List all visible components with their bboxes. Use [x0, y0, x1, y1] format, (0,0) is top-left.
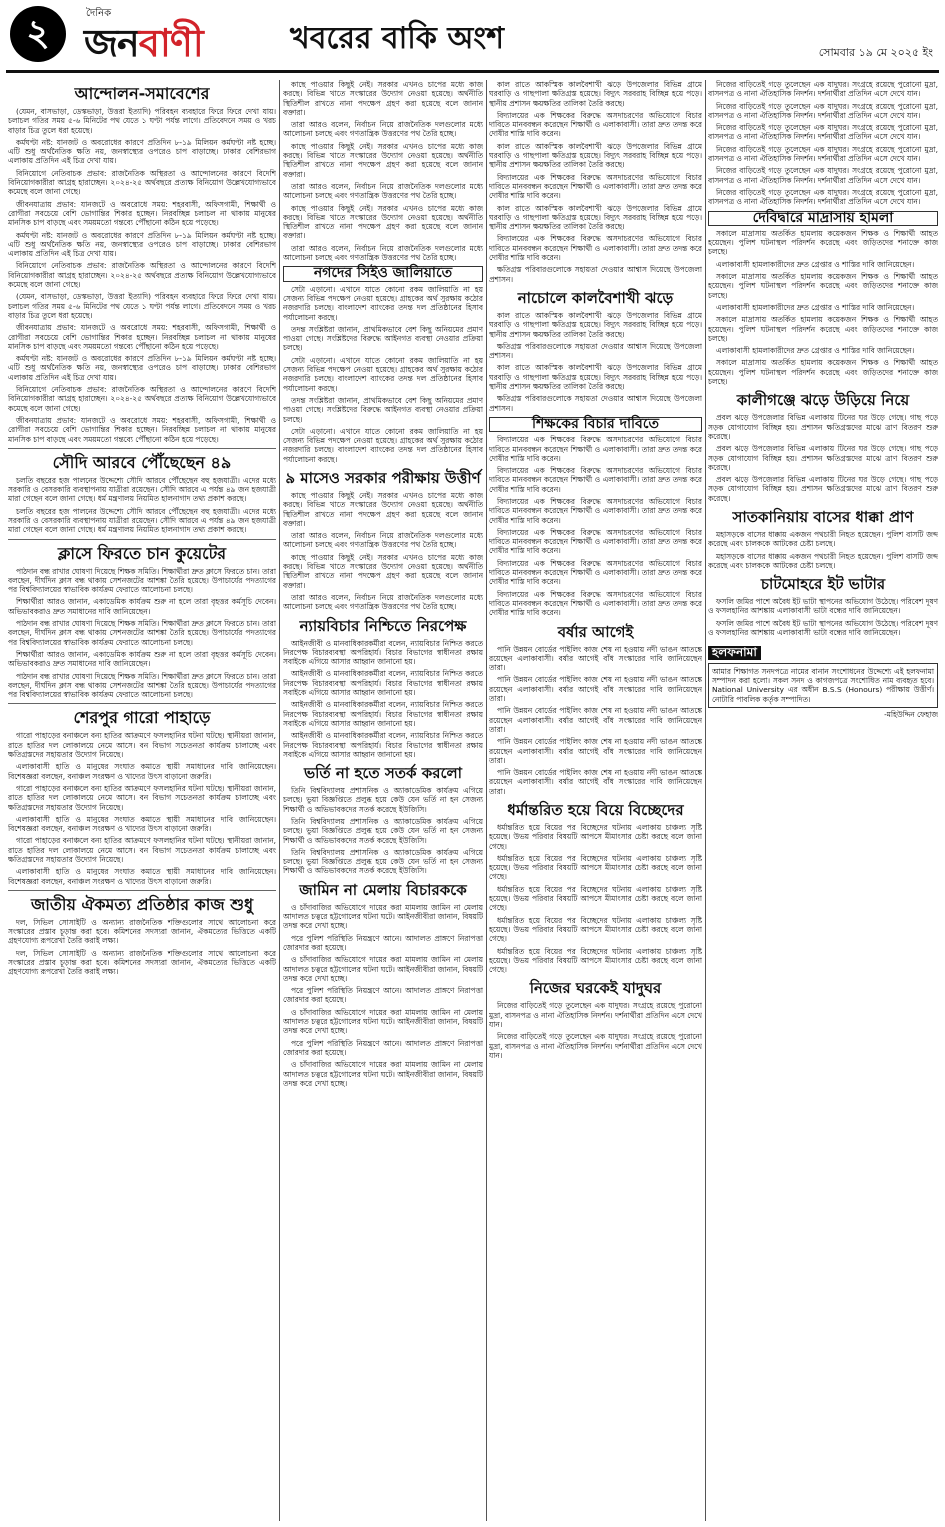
article-text: (যেমন, বাসভাড়া, ডেস্কভাড়া, উত্তরা ইত্যাদি) পরিবহন ব্যবহারে ফিরে ফিরে দেখা যায়। চলাচল গতির সময় ৫-৬ মিনিটের পথ যেতে ১ ঘণ্টা পর্যন্ত লাগে। প্রতিবেদনে সময় ও খরচ বাড়ার চিত্র তুলে ধরা হয়েছে। [8, 292, 276, 320]
logo-part-1: জন [84, 21, 139, 65]
article-text: তারা আরও বলেন, নির্বাচন নিয়ে রাজনৈতিক দলগুলোর মধ্যে আলোচনা চলছে এবং গণতান্ত্রিক উত্তরণের পথ তৈরি হচ্ছে। [283, 181, 483, 201]
article-text: গারো পাহাড়ের বনাঞ্চলে বন্য হাতির আক্রমণে ফসলহানির ঘটনা ঘটছে। স্থানীয়রা জানান, রাতে হাতির দল লোকালয়ে নেমে আসে। বন বিভাগ সচেতনতা কার্যক্রম চালাচ্ছে এবং ক্ষতিগ্রস্তদের সহায়তার উদ্যোগ নিয়েছে। [8, 836, 276, 864]
article-text: ফসলি জমির পাশে অবৈধ ইট ভাটা স্থাপনের অভিযোগ উঠেছে। পরিবেশ দূষণ ও ফসলহানির আশঙ্কায় এলাকাবাসী ভাটা বন্ধের দাবি জানিয়েছেন। [708, 597, 938, 616]
article-text: বিদ্যালয়ের এক শিক্ষকের বিরুদ্ধে অসদাচরণের অভিযোগে বিচার দাবিতে মানববন্ধন করেছেন শিক্ষার্থী ও এলাকাবাসী। তারা দ্রুত তদন্ত করে দোষীর শাস্তি দাবি করেন। [489, 172, 702, 201]
headline-satkania[interactable]: সাতকানিয়ায় বাসের ধাক্কা প্রাণ [732, 507, 914, 526]
article-text: (যেমন, বাসভাড়া, ডেস্কভাড়া, উত্তরা ইত্যাদি) পরিবহন ব্যবহারে ফিরে ফিরে দেখা যায়। চলাচল গতির সময় ৫-৬ মিনিটের পথ যেতে ১ ঘণ্টা পর্যন্ত লাগে। প্রতিবেদনে সময় ও খরচ বাড়ার চিত্র তুলে ধরা হয়েছে। [8, 107, 276, 135]
headline-religion[interactable]: ধর্মান্তরিত হয়ে বিয়ে বিচ্ছেদের [507, 801, 684, 819]
headline-kaliganj[interactable]: কালীগঞ্জে ঝড়ে উড়িয়ে নিয়ে [736, 391, 910, 410]
headline-bail[interactable]: জামিন না মেলায় বিচারককে [299, 880, 467, 899]
headline-rain[interactable]: বর্ষার আগেই [557, 622, 634, 641]
article-text: নিজের বাড়িতেই গড়ে তুলেছেন এক যাদুঘর। সংগ্রহে রয়েছে পুরোনো মুদ্রা, বাসনপত্র ও নানা ঐতিহাসিক নিদর্শন। দর্শনার্থীরা প্রতিদিন এসে দেখে যান। [708, 187, 938, 207]
article-text: সকালে মাদ্রাসায় অতর্কিত হামলায় কয়েকজন শিক্ষক ও শিক্ষার্থী আহত হয়েছেন। পুলিশ ঘটনাস্থল পরিদর্শন করেছে এবং জড়িতদের শনাক্তে কাজ চলছে। [708, 315, 938, 343]
article-text: সকালে মাদ্রাসায় অতর্কিত হামলায় কয়েকজন শিক্ষক ও শিক্ষার্থী আহত হয়েছেন। পুলিশ ঘটনাস্থল পরিদর্শন করেছে এবং জড়িতদের শনাক্তে কাজ চলছে। [708, 358, 938, 387]
article-text: চলতি বছরের হজ পালনের উদ্দেশ্যে সৌদি আরবে পৌঁছেছেন বহু হজযাত্রী। এদের মধ্যে সরকারি ও বেসরকারি ব্যবস্থাপনায় যাত্রীরা রয়েছেন। সৌদি আরবে এ পর্যন্ত ৪৯ জন হজযাত্রী মারা গেছেন বলে জানা গেছে। ধর্ম মন্ত্রণালয় নিয়মিত হালনাগাদ তথ্য প্রকাশ করছে। [8, 475, 276, 504]
article-text: গারো পাহাড়ের বনাঞ্চলে বন্য হাতির আক্রমণে ফসলহানির ঘটনা ঘটছে। স্থানীয়রা জানান, রাতে হাতির দল লোকালয়ে নেমে আসে। বন বিভাগ সচেতনতা কার্যক্রম চালাচ্ছে এবং ক্ষতিগ্রস্তদের সহায়তার উদ্যোগ নিয়েছে। [8, 783, 276, 812]
article-text: নিজের বাড়িতেই গড়ে তুলেছেন এক যাদুঘর। সংগ্রহে রয়েছে পুরোনো মুদ্রা, বাসনপত্র ও নানা ঐতিহাসিক নিদর্শন। দর্শনার্থীরা প্রতিদিন এসে দেখে যান। [708, 144, 938, 164]
article-text: বিদ্যালয়ের এক শিক্ষকের বিরুদ্ধে অসদাচরণের অভিযোগে বিচার দাবিতে মানববন্ধন করেছেন শিক্ষার্থী ও এলাকাবাসী। তারা দ্রুত তদন্ত করে দোষীর শাস্তি দাবি করেন। [489, 589, 702, 618]
article-text: বিদ্যালয়ের এক শিক্ষকের বিরুদ্ধে অসদাচরণের অভিযোগে বিচার দাবিতে মানববন্ধন করেছেন শিক্ষার্থী ও এলাকাবাসী। তারা দ্রুত তদন্ত করে দোষীর শাস্তি দাবি করেন। [489, 110, 702, 139]
headline-nine-month[interactable]: ৯ মাসেও সরকার পরীক্ষায় উত্তীর্ণ [285, 468, 481, 487]
masthead [0, 0, 945, 72]
headline-admission[interactable]: ভর্তি না হতে সতর্ক করলো [303, 764, 463, 783]
article-text: ফসলি জমির পাশে অবৈধ ইট ভাটা স্থাপনের অভিযোগ উঠেছে। পরিবেশ দূষণ ও ফসলহানির আশঙ্কায় এলাকাবাসী ভাটা বন্ধের দাবি জানিয়েছেন। [708, 618, 938, 638]
headline-justice[interactable]: ন্যায়বিচার নিশ্চিতে নিরপেক্ষ [299, 616, 467, 635]
article-text: তিনি বিশ্ববিদ্যালয় প্রশাসনিক ও অ্যাকাডেমিক কার্যক্রম এগিয়ে চলছে। ভুয়া বিজ্ঞপ্তিতে প্রলুব্ধ হয়ে কেউ যেন ভর্তি না হন সেজন্য শিক্ষার্থী ও অভিভাবকদের সতর্ক করেছে ইউজিসি। [283, 786, 483, 814]
article-text: প্রবল ঝড়ে উপজেলার বিভিন্ন এলাকায় টিনের ঘর উড়ে গেছে। গাছ পড়ে সড়ক যোগাযোগ বিচ্ছিন্ন হয়। প্রশাসন ক্ষতিগ্রস্তদের মাঝে ত্রাণ বিতরণ শুরু করেছে। [708, 444, 938, 472]
daily-label: দৈনিক [86, 8, 112, 19]
article-text: কাল রাতে আকস্মিক কালবৈশাখী ঝড়ে উপজেলার বিভিন্ন গ্রামে ঘরবাড়ি ও গাছপালা ক্ষতিগ্রস্ত হয়েছে। বিদ্যুৎ সরবরাহ বিচ্ছিন্ন হয়ে পড়ে। স্থানীয় প্রশাসন ক্ষয়ক্ষতির তালিকা তৈরি করছে। [489, 141, 702, 170]
notice-text: আমার শিক্ষাগত সনদপত্রে নামের বানান সংশোধনের উদ্দেশ্যে এই হলফনামা সম্পাদন করা হলো। সকল সনদ ও কাগজপত্রে সংশোধিত নাম ব্যবহৃত হবে। National University এর অধীন B.S.S (Honours) পরীক্ষায় উত্তীর্ণ। নোটারি পাবলিক কর্তৃক সম্পাদিত। [712, 666, 934, 704]
article-text: ক্ষতিগ্রস্ত পরিবারগুলোকে সহায়তা দেওয়ার আশ্বাস দিয়েছে উপজেলা প্রশাসন। [489, 394, 702, 413]
article-text: প্রবল ঝড়ে উপজেলার বিভিন্ন এলাকায় টিনের ঘর উড়ে গেছে। গাছ পড়ে সড়ক যোগাযোগ বিচ্ছিন্ন হয়। প্রশাসন ক্ষতিগ্রস্তদের মাঝে ত্রাণ বিতরণ শুরু করেছে। [708, 413, 938, 441]
article-text: কর্মঘণ্টা নষ্ট: যানজট ও অবরোধের কারণে প্রতিদিন ৮-১৯ মিলিয়ন কর্মঘণ্টা নষ্ট হচ্ছে। এটি শুধু অর্থনৈতিক ক্ষতি নয়, জনস্বাস্থ্যের ওপরেও চাপ বাড়াচ্ছে। ঢাকার বেশিরভাগ এলাকায় প্রতিদিন এই চিত্র দেখা যায়। [8, 354, 276, 382]
article-text: মহাসড়কে বাসের ধাক্কায় একজন পথচারী নিহত হয়েছেন। পুলিশ বাসটি জব্দ করেছে এবং চালককে আটকের চেষ্টা চলছে। [708, 551, 938, 570]
article-text: বিনিয়োগে নেতিবাচক প্রভাব: রাজনৈতিক অস্থিরতা ও আন্দোলনের কারণে বিদেশি বিনিয়োগকারীরা আগ্রহ হারাচ্ছেন। ২০২৪-২৫ অর্থবছরে প্রত্যক্ষ বিনিয়োগ উল্লেখযোগ্যভাবে কমেছে বলে জানা গেছে। [8, 261, 276, 290]
article-text: এলাকাবাসী হামলাকারীদের দ্রুত গ্রেপ্তার ও শাস্তির দাবি জানিয়েছেন। [716, 346, 915, 356]
page-number: ২ [10, 6, 66, 62]
column-1 [8, 80, 276, 1521]
article-text: জীবনযাত্রায় প্রভাব: যানজটে ও অবরোধে সময়: শহরবাসী, অফিসগামী, শিক্ষার্থী ও রোগীরা সবচেয়ে বেশি ভোগান্তির শিকার হচ্ছেন। নিরবচ্ছিন্ন চলাচল না থাকায় মানুষের মানসিক চাপ বাড়ছে এবং সময়মতো গন্তব্যে পৌঁছানো কঠিন হয়ে পড়েছে। [8, 199, 276, 228]
headline-museum[interactable]: নিজের ঘরকেই যাদুঘর [529, 979, 662, 998]
article-text: সকালে মাদ্রাসায় অতর্কিত হামলায় কয়েকজন শিক্ষক ও শিক্ষার্থী আহত হয়েছেন। পুলিশ ঘটনাস্থল পরিদর্শন করেছে এবং জড়িতদের শনাক্তে কাজ চলছে। [708, 228, 938, 257]
article-text: বিদ্যালয়ের এক শিক্ষকের বিরুদ্ধে অসদাচরণের অভিযোগে বিচার দাবিতে মানববন্ধন করেছেন শিক্ষার্থী ও এলাকাবাসী। তারা দ্রুত তদন্ত করে দোষীর শাস্তি দাবি করেন। [489, 558, 702, 587]
article-text: চলতি বছরের হজ পালনের উদ্দেশ্যে সৌদি আরবে পৌঁছেছেন বহু হজযাত্রী। এদের মধ্যে সরকারি ও বেসরকারি ব্যবস্থাপনায় যাত্রীরা রয়েছেন। সৌদি আরবে এ পর্যন্ত ৪৯ জন হজযাত্রী মারা গেছেন বলে জানা গেছে। ধর্ম মন্ত্রণালয় নিয়মিত হালনাগাদ তথ্য প্রকাশ করছে। [8, 506, 276, 535]
article-text: সেটা এড়ানো। এখানে যাতে কোনো রকম জালিয়াতি না হয় সেজন্য বিভিন্ন পদক্ষেপ নেওয়া হয়েছে। গ্রাহকের অর্থ সুরক্ষায় কঠোর নজরদারি চলছে। বাংলাদেশ ব্যাংকের তদন্ত দল প্রতিষ্ঠানের হিসাব পর্যালোচনা করছে। [283, 355, 483, 393]
headline-class[interactable]: ক্লাসে ফিরতে চান কুয়েটের [57, 543, 227, 563]
article-text: বিনিয়োগে নেতিবাচক প্রভাব: রাজনৈতিক অস্থিরতা ও আন্দোলনের কারণে বিদেশি বিনিয়োগকারীরা আগ্রহ হারাচ্ছেন। ২০২৪-২৫ অর্থবছরে প্রত্যক্ষ বিনিয়োগ উল্লেখযোগ্যভাবে কমেছে বলে জানা গেছে। [8, 168, 276, 197]
article-text: বিনিয়োগে নেতিবাচক প্রভাব: রাজনৈতিক অস্থিরতা ও আন্দোলনের কারণে বিদেশি বিনিয়োগকারীরা আগ্রহ হারাচ্ছেন। ২০২৪-২৫ অর্থবছরে প্রত্যক্ষ বিনিয়োগ উল্লেখযোগ্যভাবে কমেছে বলে জানা গেছে। [8, 385, 276, 413]
article-text: গারো পাহাড়ের বনাঞ্চলে বন্য হাতির আক্রমণে ফসলহানির ঘটনা ঘটছে। স্থানীয়রা জানান, রাতে হাতির দল লোকালয়ে নেমে আসে। বন বিভাগ সচেতনতা কার্যক্রম চালাচ্ছে এবং ক্ষতিগ্রস্তদের সহায়তার উদ্যোগ নিয়েছে। [8, 731, 276, 760]
article-text: বিদ্যালয়ের এক শিক্ষকের বিরুদ্ধে অসদাচরণের অভিযোগে বিচার দাবিতে মানববন্ধন করেছেন শিক্ষার্থী ও এলাকাবাসী। তারা দ্রুত তদন্ত করে দোষীর শাস্তি দাবি করেন। [489, 466, 702, 494]
article-text: নিজের বাড়িতেই গড়ে তুলেছেন এক যাদুঘর। সংগ্রহে রয়েছে পুরোনো মুদ্রা, বাসনপত্র ও নানা ঐতিহাসিক নিদর্শন। দর্শনার্থীরা প্রতিদিন এসে দেখে যান। [708, 101, 938, 120]
article-text: কাছে পাওয়ার কিছুই নেই। সরকার এখনও চাপের মধ্যে কাজ করছে। বিভিন্ন খাতে সংস্কারের উদ্যোগ নেওয়া হয়েছে। অর্থনীতি স্থিতিশীল রাখতে নানা পদক্ষেপ গ্রহণ করা হয়েছে বলে জানান বক্তারা। [283, 80, 483, 117]
article-text: বিদ্যালয়ের এক শিক্ষকের বিরুদ্ধে অসদাচরণের অভিযোগে বিচার দাবিতে মানববন্ধন করেছেন শিক্ষার্থী ও এলাকাবাসী। তারা দ্রুত তদন্ত করে দোষীর শাস্তি দাবি করেন। [489, 435, 702, 463]
article-text: পরে পুলিশ পরিস্থিতি নিয়ন্ত্রণে আনে। আদালত প্রাঙ্গণে নিরাপত্তা জোরদার করা হয়েছে। [283, 933, 483, 952]
divider [8, 448, 276, 449]
article-text: শিক্ষার্থীরা আরও জানান, একাডেমিক কার্যক্রম শুরু না হলে তারা বৃহত্তর কর্মসূচি দেবেন। অভিভাবকরাও দ্রুত সমাধানের দাবি জানিয়েছেন। [8, 649, 276, 669]
article-text: নিজের বাড়িতেই গড়ে তুলেছেন এক যাদুঘর। সংগ্রহে রয়েছে পুরোনো মুদ্রা, বাসনপত্র ও নানা ঐতিহাসিক নিদর্শন। দর্শনার্থীরা প্রতিদিন এসে দেখে যান। [708, 80, 938, 99]
headline-saudi[interactable]: সৌদি আরবে পৌঁছেছেন ৪৯ [52, 452, 232, 472]
column-2 [283, 80, 483, 1521]
article-text: বিদ্যালয়ের এক শিক্ষকের বিরুদ্ধে অসদাচরণের অভিযোগে বিচার দাবিতে মানববন্ধন করেছেন শিক্ষার্থী ও এলাকাবাসী। তারা দ্রুত তদন্ত করে দোষীর শাস্তি দাবি করেন। [489, 496, 702, 525]
article-text: ক্ষতিগ্রস্ত পরিবারগুলোকে সহায়তা দেওয়ার আশ্বাস দিয়েছে উপজেলা প্রশাসন। [489, 265, 702, 284]
article-text: পাঠদান বন্ধ রাখার ঘোষণা দিয়েছে শিক্ষক সমিতি। শিক্ষার্থীরা দ্রুত ক্লাসে ফিরতে চান। তারা বলছেন, দীর্ঘদিন ক্লাস বন্ধ থাকায় সেশনজটের আশঙ্কা তৈরি হয়েছে। উপাচার্যের পদত্যাগের পর বিশ্ববিদ্যালয়ের স্বাভাবিক কার্যক্রম ফেরাতে আলোচনা চলছে। [8, 566, 276, 595]
article-text: পরে পুলিশ পরিস্থিতি নিয়ন্ত্রণে আনে। আদালত প্রাঙ্গণে নিরাপত্তা জোরদার করা হয়েছে। [283, 986, 483, 1005]
article-text: আইনজীবী ও মানবাধিকারকর্মীরা বলেন, ন্যায়বিচার নিশ্চিত করতে নিরপেক্ষ বিচারব্যবস্থা অপরিহার্য। বিচার বিভাগের স্বাধীনতা রক্ষায় সবাইকে এগিয়ে আসার আহ্বান জানানো হয়। [283, 700, 483, 728]
headline-nagad[interactable]: নগদের সিইও জালিয়াতে [283, 266, 483, 281]
article-text: প্রবল ঝড়ে উপজেলার বিভিন্ন এলাকায় টিনের ঘর উড়ে গেছে। গাছ পড়ে সড়ক যোগাযোগ বিচ্ছিন্ন হয়। প্রশাসন ক্ষতিগ্রস্তদের মাঝে ত্রাণ বিতরণ শুরু করেছে। [708, 475, 938, 503]
article-text: ধর্মান্তরিত হয়ে বিয়ের পর বিচ্ছেদের ঘটনায় এলাকায় চাঞ্চল্য সৃষ্টি হয়েছে। উভয় পরিবার বিষয়টি আপসে মীমাংসার চেষ্টা করছে বলে জানা গেছে। [489, 946, 702, 975]
article-text: কাছে পাওয়ার কিছুই নেই। সরকার এখনও চাপের মধ্যে কাজ করছে। বিভিন্ন খাতে সংস্কারের উদ্যোগ নেওয়া হয়েছে। অর্থনীতি স্থিতিশীল রাখতে নানা পদক্ষেপ গ্রহণ করা হয়েছে বলে জানান বক্তারা। [283, 203, 483, 241]
masthead-rule [6, 70, 939, 73]
article-text: মহাসড়কে বাসের ধাক্কায় একজন পথচারী নিহত হয়েছেন। পুলিশ বাসটি জব্দ করেছে এবং চালককে আটকের চেষ্টা চলছে। [708, 529, 938, 549]
article-text: কাছে পাওয়ার কিছুই নেই। সরকার এখনও চাপের মধ্যে কাজ করছে। বিভিন্ন খাতে সংস্কারের উদ্যোগ নেওয়া হয়েছে। অর্থনীতি স্থিতিশীল রাখতে নানা পদক্ষেপ গ্রহণ করা হয়েছে বলে জানান বক্তারা। [283, 141, 483, 179]
article-text: কর্মঘণ্টা নষ্ট: যানজট ও অবরোধের কারণে প্রতিদিন ৮-১৯ মিলিয়ন কর্মঘণ্টা নষ্ট হচ্ছে। এটি শুধু অর্থনৈতিক ক্ষতি নয়, জনস্বাস্থ্যের ওপরেও চাপ বাড়াচ্ছে। ঢাকার বেশিরভাগ এলাকায় প্রতিদিন এই চিত্র দেখা যায়। [8, 137, 276, 166]
notice-signature: -মহিউদ্দিন ফেহাজ [884, 709, 938, 719]
article-text: শিক্ষার্থীরা আরও জানান, একাডেমিক কার্যক্রম শুরু না হলে তারা বৃহত্তর কর্মসূচি দেবেন। অভিভাবকরাও দ্রুত সমাধানের দাবি জানিয়েছেন। [8, 597, 276, 616]
article-text: ধর্মান্তরিত হয়ে বিয়ের পর বিচ্ছেদের ঘটনায় এলাকায় চাঞ্চল্য সৃষ্টি হয়েছে। উভয় পরিবার বিষয়টি আপসে মীমাংসার চেষ্টা করছে বলে জানা গেছে। [489, 884, 702, 913]
headline-sherpur[interactable]: শেরপুর গারো পাহাড়ে [73, 708, 211, 728]
article-text: তদন্ত সংশ্লিষ্টরা জানান, প্রাথমিকভাবে বেশ কিছু অনিয়মের প্রমাণ পাওয়া গেছে। সংশ্লিষ্টদের বিরুদ্ধে আইনগত ব্যবস্থা নেওয়ার প্রক্রিয়া চলছে। [283, 324, 483, 353]
article-text: তিনি বিশ্ববিদ্যালয় প্রশাসনিক ও অ্যাকাডেমিক কার্যক্রম এগিয়ে চলছে। ভুয়া বিজ্ঞপ্তিতে প্রলুব্ধ হয়ে কেউ যেন ভর্তি না হন সেজন্য শিক্ষার্থী ও অভিভাবকদের সতর্ক করেছে ইউজিসি। [283, 817, 483, 845]
article-text: পানি উন্নয়ন বোর্ডের পাইলিং কাজ শেষ না হওয়ায় নদী ভাঙন আতঙ্কে রয়েছেন এলাকাবাসী। বর্ষার আগেই বাঁধ সংস্কারের দাবি জানিয়েছেন তারা। [489, 768, 702, 796]
article-text: ও চাঁদাবাজির অভিযোগে দায়ের করা মামলায় জামিন না মেলায় আদালত চত্বরে হট্টগোলের ঘটনা ঘটে। আইনজীবীরা জানান, বিষয়টি তদন্ত করে দেখা হচ্ছে। [283, 1007, 483, 1036]
article-text: এলাকাবাসী হাতি ও মানুষের সংঘাত কমাতে স্থায়ী সমাধানের দাবি জানিয়েছেন। বিশেষজ্ঞরা বলছেন, বনাঞ্চল সংরক্ষণ ও খাদ্যের উৎস বাড়ানো জরুরি। [8, 867, 276, 886]
article-text: আইনজীবী ও মানবাধিকারকর্মীরা বলেন, ন্যায়বিচার নিশ্চিত করতে নিরপেক্ষ বিচারব্যবস্থা অপরিহার্য। বিচার বিভাগের স্বাধীনতা রক্ষায় সবাইকে এগিয়ে আসার আহ্বান জানানো হয়। [283, 638, 483, 667]
article-text: তারা আরও বলেন, নির্বাচন নিয়ে রাজনৈতিক দলগুলোর মধ্যে আলোচনা চলছে এবং গণতান্ত্রিক উত্তরণের পথ তৈরি হচ্ছে। [283, 120, 483, 139]
article-text: সকালে মাদ্রাসায় অতর্কিত হামলায় কয়েকজন শিক্ষক ও শিক্ষার্থী আহত হয়েছেন। পুলিশ ঘটনাস্থল পরিদর্শন করেছে এবং জড়িতদের শনাক্তে কাজ চলছে। [708, 272, 938, 300]
article-text: কাল রাতে আকস্মিক কালবৈশাখী ঝড়ে উপজেলার বিভিন্ন গ্রামে ঘরবাড়ি ও গাছপালা ক্ষতিগ্রস্ত হয়েছে। বিদ্যুৎ সরবরাহ বিচ্ছিন্ন হয়ে পড়ে। স্থানীয় প্রশাসন ক্ষয়ক্ষতির তালিকা তৈরি করছে। [489, 363, 702, 392]
article-text: ও চাঁদাবাজির অভিযোগে দায়ের করা মামলায় জামিন না মেলায় আদালত চত্বরে হট্টগোলের ঘটনা ঘটে। আইনজীবীরা জানান, বিষয়টি তদন্ত করে দেখা হচ্ছে। [283, 902, 483, 931]
article-text: নিজের বাড়িতেই গড়ে তুলেছেন এক যাদুঘর। সংগ্রহে রয়েছে পুরোনো মুদ্রা, বাসনপত্র ও নানা ঐতিহাসিক নিদর্শন। দর্শনার্থীরা প্রতিদিন এসে দেখে যান। [489, 1001, 702, 1030]
article-text: তারা আরও বলেন, নির্বাচন নিয়ে রাজনৈতিক দলগুলোর মধ্যে আলোচনা চলছে এবং গণতান্ত্রিক উত্তরণের পথ তৈরি হচ্ছে। [283, 243, 483, 263]
divider [8, 890, 276, 891]
headline-madrasa[interactable]: দেবিদ্বারে মাদ্রাসায় হামলা [708, 211, 938, 226]
article-text: জীবনযাত্রায় প্রভাব: যানজটে ও অবরোধে সময়: শহরবাসী, অফিসগামী, শিক্ষার্থী ও রোগীরা সবচেয়ে বেশি ভোগান্তির শিকার হচ্ছেন। নিরবচ্ছিন্ন চলাচল না থাকায় মানুষের মানসিক চাপ বাড়ছে এবং সময়মতো গন্তব্যে পৌঁছানো কঠিন হয়ে পড়েছে। [8, 323, 276, 351]
article-text: কাছে পাওয়ার কিছুই নেই। সরকার এখনও চাপের মধ্যে কাজ করছে। বিভিন্ন খাতে সংস্কারের উদ্যোগ নেওয়া হয়েছে। অর্থনীতি স্থিতিশীল রাখতে নানা পদক্ষেপ গ্রহণ করা হয়েছে বলে জানান বক্তারা। [283, 552, 483, 590]
article-text: নিজের বাড়িতেই গড়ে তুলেছেন এক যাদুঘর। সংগ্রহে রয়েছে পুরোনো মুদ্রা, বাসনপত্র ও নানা ঐতিহাসিক নিদর্শন। দর্শনার্থীরা প্রতিদিন এসে দেখে যান। [708, 166, 938, 185]
headline-jatiyo[interactable]: জাতীয় ঐকমত্য প্রতিষ্ঠার কাজ শুধু [30, 894, 254, 914]
article-text: কর্মঘণ্টা নষ্ট: যানজট ও অবরোধের কারণে প্রতিদিন ৮-১৯ মিলিয়ন কর্মঘণ্টা নষ্ট হচ্ছে। এটি শুধু অর্থনৈতিক ক্ষতি নয়, জনস্বাস্থ্যের ওপরেও চাপ বাড়াচ্ছে। ঢাকার বেশিরভাগ এলাকায় প্রতিদিন এই চিত্র দেখা যায়। [8, 230, 276, 259]
article-text: আইনজীবী ও মানবাধিকারকর্মীরা বলেন, ন্যায়বিচার নিশ্চিত করতে নিরপেক্ষ বিচারব্যবস্থা অপরিহার্য। বিচার বিভাগের স্বাধীনতা রক্ষায় সবাইকে এগিয়ে আসার আহ্বান জানানো হয়। [283, 731, 483, 759]
article-text: কাছে পাওয়ার কিছুই নেই। সরকার এখনও চাপের মধ্যে কাজ করছে। বিভিন্ন খাতে সংস্কারের উদ্যোগ নেওয়া হয়েছে। অর্থনীতি স্থিতিশীল রাখতে নানা পদক্ষেপ গ্রহণ করা হয়েছে বলে জানান বক্তারা। [283, 490, 483, 528]
article-text: কাল রাতে আকস্মিক কালবৈশাখী ঝড়ে উপজেলার বিভিন্ন গ্রামে ঘরবাড়ি ও গাছপালা ক্ষতিগ্রস্ত হয়েছে। বিদ্যুৎ সরবরাহ বিচ্ছিন্ন হয়ে পড়ে। স্থানীয় প্রশাসন ক্ষয়ক্ষতির তালিকা তৈরি করছে। [489, 80, 702, 108]
article-text: ও চাঁদাবাজির অভিযোগে দায়ের করা মামলায় জামিন না মেলায় আদালত চত্বরে হট্টগোলের ঘটনা ঘটে। আইনজীবীরা জানান, বিষয়টি তদন্ত করে দেখা হচ্ছে। [283, 1060, 483, 1088]
article-text: এলাকাবাসী হাতি ও মানুষের সংঘাত কমাতে স্থায়ী সমাধানের দাবি জানিয়েছেন। বিশেষজ্ঞরা বলছেন, বনাঞ্চল সংরক্ষণ ও খাদ্যের উৎস বাড়ানো জরুরি। [8, 762, 276, 781]
article-text: পানি উন্নয়ন বোর্ডের পাইলিং কাজ শেষ না হওয়ায় নদী ভাঙন আতঙ্কে রয়েছেন এলাকাবাসী। বর্ষার আগেই বাঁধ সংস্কারের দাবি জানিয়েছেন তারা। [489, 706, 702, 734]
column-3 [489, 80, 702, 1521]
article-text: পানি উন্নয়ন বোর্ডের পাইলিং কাজ শেষ না হওয়ায় নদী ভাঙন আতঙ্কে রয়েছেন এলাকাবাসী। বর্ষার আগেই বাঁধ সংস্কারের দাবি জানিয়েছেন তারা। [489, 737, 702, 765]
article-text: নিজের বাড়িতেই গড়ে তুলেছেন এক যাদুঘর। সংগ্রহে রয়েছে পুরোনো মুদ্রা, বাসনপত্র ও নানা ঐতিহাসিক নিদর্শন। দর্শনার্থীরা প্রতিদিন এসে দেখে যান। [489, 1032, 702, 1060]
column-divider [705, 80, 706, 1521]
article-text: পাঠদান বন্ধ রাখার ঘোষণা দিয়েছে শিক্ষক সমিতি। শিক্ষার্থীরা দ্রুত ক্লাসে ফিরতে চান। তারা বলছেন, দীর্ঘদিন ক্লাস বন্ধ থাকায় সেশনজটের আশঙ্কা তৈরি হয়েছে। উপাচার্যের পদত্যাগের পর বিশ্ববিদ্যালয়ের স্বাভাবিক কার্যক্রম ফেরাতে আলোচনা চলছে। [8, 619, 276, 647]
article-text: সেটা এড়ানো। এখানে যাতে কোনো রকম জালিয়াতি না হয় সেজন্য বিভিন্ন পদক্ষেপ নেওয়া হয়েছে। গ্রাহকের অর্থ সুরক্ষায় কঠোর নজরদারি চলছে। বাংলাদেশ ব্যাংকের তদন্ত দল প্রতিষ্ঠানের হিসাব পর্যালোচনা করছে। [283, 426, 483, 464]
column-4 [708, 80, 938, 1521]
headline-andolon[interactable]: আন্দোলন-সমাবেশের [74, 84, 210, 103]
article-text: ধর্মান্তরিত হয়ে বিয়ের পর বিচ্ছেদের ঘটনায় এলাকায় চাঞ্চল্য সৃষ্টি হয়েছে। উভয় পরিবার বিষয়টি আপসে মীমাংসার চেষ্টা করছে বলে জানা গেছে। [489, 915, 702, 944]
column-divider [486, 80, 487, 1521]
notice-box [708, 663, 938, 708]
article-text: তদন্ত সংশ্লিষ্টরা জানান, প্রাথমিকভাবে বেশ কিছু অনিয়মের প্রমাণ পাওয়া গেছে। সংশ্লিষ্টদের বিরুদ্ধে আইনগত ব্যবস্থা নেওয়ার প্রক্রিয়া চলছে। [283, 395, 483, 424]
article-text: জীবনযাত্রায় প্রভাব: যানজটে ও অবরোধে সময়: শহরবাসী, অফিসগামী, শিক্ষার্থী ও রোগীরা সবচেয়ে বেশি ভোগান্তির শিকার হচ্ছেন। নিরবচ্ছিন্ন চলাচল না থাকায় মানুষের মানসিক চাপ বাড়ছে এবং সময়মতো গন্তব্যে পৌঁছানো কঠিন হয়ে পড়েছে। [8, 415, 276, 444]
article-text: ধর্মান্তরিত হয়ে বিয়ের পর বিচ্ছেদের ঘটনায় এলাকায় চাঞ্চল্য সৃষ্টি হয়েছে। উভয় পরিবার বিষয়টি আপসে মীমাংসার চেষ্টা করছে বলে জানা গেছে। [489, 853, 702, 882]
article-text: বিদ্যালয়ের এক শিক্ষকের বিরুদ্ধে অসদাচরণের অভিযোগে বিচার দাবিতে মানববন্ধন করেছেন শিক্ষার্থী ও এলাকাবাসী। তারা দ্রুত তদন্ত করে দোষীর শাস্তি দাবি করেন। [489, 527, 702, 556]
article-text: ধর্মান্তরিত হয়ে বিয়ের পর বিচ্ছেদের ঘটনায় এলাকায় চাঞ্চল্য সৃষ্টি হয়েছে। উভয় পরিবার বিষয়টি আপসে মীমাংসার চেষ্টা করছে বলে জানা গেছে। [489, 823, 702, 851]
article-text: আইনজীবী ও মানবাধিকারকর্মীরা বলেন, ন্যায়বিচার নিশ্চিত করতে নিরপেক্ষ বিচারব্যবস্থা অপরিহার্য। বিচার বিভাগের স্বাধীনতা রক্ষায় সবাইকে এগিয়ে আসার আহ্বান জানানো হয়। [283, 669, 483, 698]
article-text: কাল রাতে আকস্মিক কালবৈশাখী ঝড়ে উপজেলার বিভিন্ন গ্রামে ঘরবাড়ি ও গাছপালা ক্ষতিগ্রস্ত হয়েছে। বিদ্যুৎ সরবরাহ বিচ্ছিন্ন হয়ে পড়ে। স্থানীয় প্রশাসন ক্ষয়ক্ষতির তালিকা তৈরি করছে। [489, 203, 702, 232]
headline-nachole[interactable]: নাচোলে কালবৈশাখী ঝড়ে [517, 288, 674, 307]
article-text: পানি উন্নয়ন বোর্ডের পাইলিং কাজ শেষ না হওয়ায় নদী ভাঙন আতঙ্কে রয়েছেন এলাকাবাসী। বর্ষার আগেই বাঁধ সংস্কারের দাবি জানিয়েছেন তারা। [489, 644, 702, 673]
article-text: নিজের বাড়িতেই গড়ে তুলেছেন এক যাদুঘর। সংগ্রহে রয়েছে পুরোনো মুদ্রা, বাসনপত্র ও নানা ঐতিহাসিক নিদর্শন। দর্শনার্থীরা প্রতিদিন এসে দেখে যান। [708, 123, 938, 142]
notice-title: হলফনামা [708, 646, 761, 659]
article-text: বিদ্যালয়ের এক শিক্ষকের বিরুদ্ধে অসদাচরণের অভিযোগে বিচার দাবিতে মানববন্ধন করেছেন শিক্ষার্থী ও এলাকাবাসী। তারা দ্রুত তদন্ত করে দোষীর শাস্তি দাবি করেন। [489, 234, 702, 263]
article-text: তারা আরও বলেন, নির্বাচন নিয়ে রাজনৈতিক দলগুলোর মধ্যে আলোচনা চলছে এবং গণতান্ত্রিক উত্তরণের পথ তৈরি হচ্ছে। [283, 592, 483, 612]
article-text: ক্ষতিগ্রস্ত পরিবারগুলোকে সহায়তা দেওয়ার আশ্বাস দিয়েছে উপজেলা প্রশাসন। [489, 341, 702, 361]
article-text: দল, সিভিল সোসাইটি ও অন্যান্য রাজনৈতিক শক্তিগুলোর সাথে আলোচনা করে সংস্কারের প্রস্তাব চূড়ান্ত করা হবে। কমিশনের সদস্যরা জানান, ঐকমত্যের ভিত্তিতে একটি গ্রহণযোগ্য রূপরেখা তৈরি করাই লক্ষ্য। [8, 917, 276, 946]
divider [8, 539, 276, 540]
section-title: খবরের বাকি অংশ [290, 21, 504, 56]
article-text: ও চাঁদাবাজির অভিযোগে দায়ের করা মামলায় জামিন না মেলায় আদালত চত্বরে হট্টগোলের ঘটনা ঘটে। আইনজীবীরা জানান, বিষয়টি তদন্ত করে দেখা হচ্ছে। [283, 955, 483, 983]
divider [8, 703, 276, 704]
column-divider [279, 80, 280, 1521]
article-text: এলাকাবাসী হাতি ও মানুষের সংঘাত কমাতে স্থায়ী সমাধানের দাবি জানিয়েছেন। বিশেষজ্ঞরা বলছেন, বনাঞ্চল সংরক্ষণ ও খাদ্যের উৎস বাড়ানো জরুরি। [8, 814, 276, 834]
article-text: কাল রাতে আকস্মিক কালবৈশাখী ঝড়ে উপজেলার বিভিন্ন গ্রামে ঘরবাড়ি ও গাছপালা ক্ষতিগ্রস্ত হয়েছে। বিদ্যুৎ সরবরাহ বিচ্ছিন্ন হয়ে পড়ে। স্থানীয় প্রশাসন ক্ষয়ক্ষতির তালিকা তৈরি করছে। [489, 310, 702, 339]
article-text: সেটা এড়ানো। এখানে যাতে কোনো রকম জালিয়াতি না হয় সেজন্য বিভিন্ন পদক্ষেপ নেওয়া হয়েছে। গ্রাহকের অর্থ সুরক্ষায় কঠোর নজরদারি চলছে। বাংলাদেশ ব্যাংকের তদন্ত দল প্রতিষ্ঠানের হিসাব পর্যালোচনা করছে। [283, 284, 483, 322]
article-text: দল, সিভিল সোসাইটি ও অন্যান্য রাজনৈতিক শক্তিগুলোর সাথে আলোচনা করে সংস্কারের প্রস্তাব চূড়ান্ত করা হবে। কমিশনের সদস্যরা জানান, ঐকমত্যের ভিত্তিতে একটি গ্রহণযোগ্য রূপরেখা তৈরি করাই লক্ষ্য। [8, 948, 276, 977]
article-text: পানি উন্নয়ন বোর্ডের পাইলিং কাজ শেষ না হওয়ায় নদী ভাঙন আতঙ্কে রয়েছেন এলাকাবাসী। বর্ষার আগেই বাঁধ সংস্কারের দাবি জানিয়েছেন তারা। [489, 675, 702, 704]
headline-teacher[interactable]: শিক্ষকের বিচার দাবিতে [489, 417, 702, 432]
article-text: পরে পুলিশ পরিস্থিতি নিয়ন্ত্রণে আনে। আদালত প্রাঙ্গণে নিরাপত্তা জোরদার করা হয়েছে। [283, 1038, 483, 1057]
article-text: পাঠদান বন্ধ রাখার ঘোষণা দিয়েছে শিক্ষক সমিতি। শিক্ষার্থীরা দ্রুত ক্লাসে ফিরতে চান। তারা বলছেন, দীর্ঘদিন ক্লাস বন্ধ থাকায় সেশনজটের আশঙ্কা তৈরি হয়েছে। উপাচার্যের পদত্যাগের পর বিশ্ববিদ্যালয়ের স্বাভাবিক কার্যক্রম ফেরাতে আলোচনা চলছে। [8, 671, 276, 700]
article-text: এলাকাবাসী হামলাকারীদের দ্রুত গ্রেপ্তার ও শাস্তির দাবি জানিয়েছেন। [716, 302, 915, 312]
headline-chatmohar[interactable]: চাটমোহরে ইট ভাটার [760, 575, 886, 594]
article-text: তারা আরও বলেন, নির্বাচন নিয়ে রাজনৈতিক দলগুলোর মধ্যে আলোচনা চলছে এবং গণতান্ত্রিক উত্তরণের পথ তৈরি হচ্ছে। [283, 531, 483, 550]
issue-date: সোমবার ১৯ মে ২০২৫ ইং [818, 46, 933, 59]
logo-part-2: বাণী [138, 21, 203, 65]
article-text: তিনি বিশ্ববিদ্যালয় প্রশাসনিক ও অ্যাকাডেমিক কার্যক্রম এগিয়ে চলছে। ভুয়া বিজ্ঞপ্তিতে প্রলুব্ধ হয়ে কেউ যেন ভর্তি না হন সেজন্য শিক্ষার্থী ও অভিভাবকদের সতর্ক করেছে ইউজিসি। [283, 847, 483, 876]
newspaper-logo [84, 14, 203, 78]
article-text: এলাকাবাসী হামলাকারীদের দ্রুত গ্রেপ্তার ও শাস্তির দাবি জানিয়েছেন। [716, 259, 915, 269]
